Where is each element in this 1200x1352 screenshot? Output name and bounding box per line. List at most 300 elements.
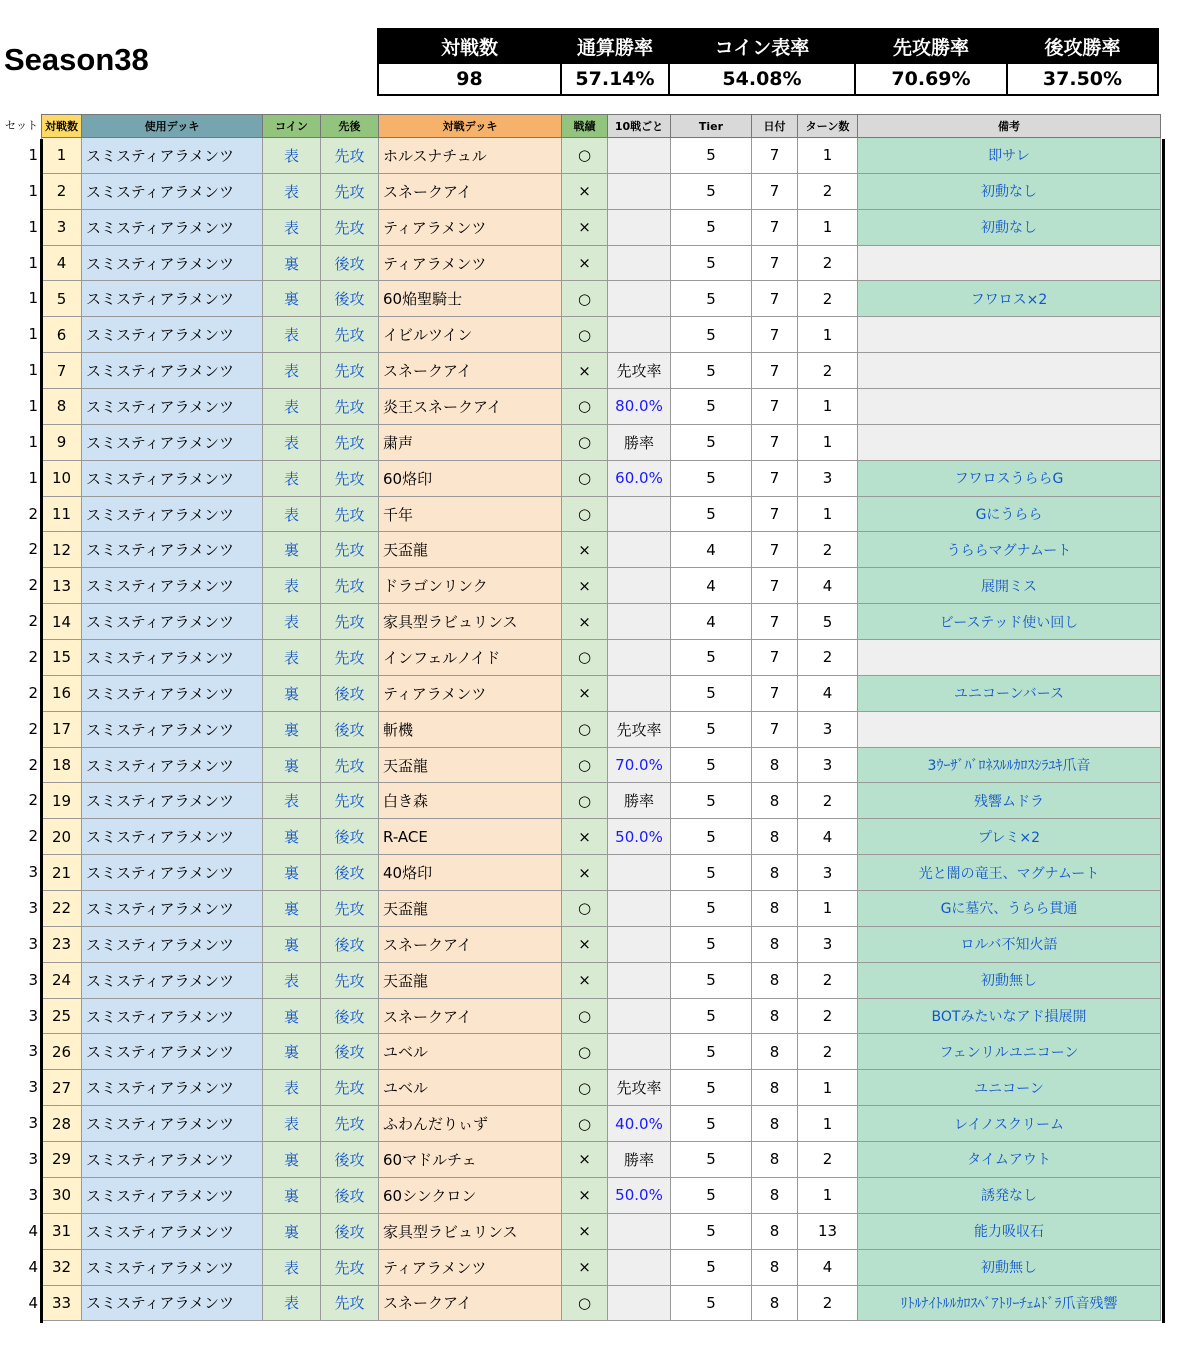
cell-coin[interactable]: 表: [263, 1285, 321, 1321]
cell-per-ten-stat[interactable]: [608, 926, 671, 962]
cell-opponent-deck[interactable]: スネークアイ: [379, 173, 562, 209]
cell-date[interactable]: 7: [752, 675, 798, 711]
cell-turns[interactable]: 3: [798, 926, 858, 962]
cell-result[interactable]: ×: [562, 1249, 608, 1285]
cell-coin[interactable]: 表: [263, 389, 321, 425]
cell-date[interactable]: 8: [752, 783, 798, 819]
cell-result[interactable]: ×: [562, 962, 608, 998]
cell-per-ten-stat[interactable]: [608, 604, 671, 640]
cell-used-deck[interactable]: スミスティアラメンツ: [82, 173, 263, 209]
cell-opponent-deck[interactable]: ティアラメンツ: [379, 1249, 562, 1285]
cell-notes[interactable]: フワロス×2: [858, 281, 1161, 317]
cell-turns[interactable]: 3: [798, 747, 858, 783]
cell-turns[interactable]: 1: [798, 317, 858, 353]
cell-coin[interactable]: 裏: [263, 1213, 321, 1249]
cell-used-deck[interactable]: スミスティアラメンツ: [82, 460, 263, 496]
cell-turns[interactable]: 5: [798, 604, 858, 640]
col-header-per-ten[interactable]: 10戦ごと: [608, 115, 671, 138]
cell-used-deck[interactable]: スミスティアラメンツ: [82, 353, 263, 389]
cell-date[interactable]: 7: [752, 604, 798, 640]
cell-coin[interactable]: 裏: [263, 711, 321, 747]
cell-tier[interactable]: 5: [671, 173, 752, 209]
cell-tier[interactable]: 5: [671, 424, 752, 460]
col-header-date[interactable]: 日付: [752, 115, 798, 138]
cell-turns[interactable]: 2: [798, 532, 858, 568]
cell-coin[interactable]: 表: [263, 209, 321, 245]
cell-turn-order[interactable]: 後攻: [321, 855, 379, 891]
cell-date[interactable]: 8: [752, 1034, 798, 1070]
cell-date[interactable]: 8: [752, 1070, 798, 1106]
cell-coin[interactable]: 裏: [263, 281, 321, 317]
cell-per-ten-stat[interactable]: [608, 138, 671, 174]
cell-turns[interactable]: 4: [798, 819, 858, 855]
cell-turn-order[interactable]: 先攻: [321, 173, 379, 209]
cell-result[interactable]: ○: [562, 281, 608, 317]
cell-match-number[interactable]: 26: [42, 1034, 82, 1070]
cell-turns[interactable]: 1: [798, 1106, 858, 1142]
cell-notes[interactable]: 初動なし: [858, 173, 1161, 209]
cell-opponent-deck[interactable]: 60マドルチェ: [379, 1142, 562, 1178]
cell-opponent-deck[interactable]: 60烙印: [379, 460, 562, 496]
cell-turn-order[interactable]: 後攻: [321, 998, 379, 1034]
cell-coin[interactable]: 表: [263, 424, 321, 460]
col-header-opponent-deck[interactable]: 対戦デッキ: [379, 115, 562, 138]
cell-turns[interactable]: 2: [798, 1034, 858, 1070]
col-header-notes[interactable]: 備考: [858, 115, 1161, 138]
cell-notes[interactable]: ユニコーン: [858, 1070, 1161, 1106]
cell-per-ten-stat[interactable]: [608, 855, 671, 891]
cell-opponent-deck[interactable]: 家具型ラビュリンス: [379, 604, 562, 640]
cell-tier[interactable]: 5: [671, 281, 752, 317]
cell-coin[interactable]: 裏: [263, 245, 321, 281]
cell-used-deck[interactable]: スミスティアラメンツ: [82, 209, 263, 245]
cell-match-number[interactable]: 33: [42, 1285, 82, 1321]
cell-turn-order[interactable]: 後攻: [321, 711, 379, 747]
cell-tier[interactable]: 5: [671, 1034, 752, 1070]
cell-result[interactable]: ○: [562, 640, 608, 676]
cell-turn-order[interactable]: 先攻: [321, 568, 379, 604]
cell-opponent-deck[interactable]: 斬機: [379, 711, 562, 747]
cell-match-number[interactable]: 10: [42, 460, 82, 496]
cell-match-number[interactable]: 21: [42, 855, 82, 891]
cell-per-ten-stat[interactable]: [608, 891, 671, 927]
cell-used-deck[interactable]: スミスティアラメンツ: [82, 245, 263, 281]
cell-tier[interactable]: 5: [671, 496, 752, 532]
cell-per-ten-stat[interactable]: [608, 568, 671, 604]
cell-coin[interactable]: 表: [263, 640, 321, 676]
cell-tier[interactable]: 5: [671, 1177, 752, 1213]
cell-turn-order[interactable]: 先攻: [321, 532, 379, 568]
cell-tier[interactable]: 5: [671, 1106, 752, 1142]
cell-turns[interactable]: 1: [798, 891, 858, 927]
cell-notes[interactable]: 3ｳｰｻﾞﾊﾞﾛﾈｽﾙﾙｶﾛｽｼﾗﾕｷ爪音: [858, 747, 1161, 783]
cell-notes[interactable]: ロルバ不知火語: [858, 926, 1161, 962]
cell-match-number[interactable]: 12: [42, 532, 82, 568]
cell-notes[interactable]: [858, 245, 1161, 281]
cell-result[interactable]: ○: [562, 317, 608, 353]
cell-date[interactable]: 7: [752, 173, 798, 209]
cell-turns[interactable]: 1: [798, 138, 858, 174]
cell-date[interactable]: 8: [752, 926, 798, 962]
cell-tier[interactable]: 5: [671, 675, 752, 711]
cell-opponent-deck[interactable]: 40烙印: [379, 855, 562, 891]
cell-per-ten-stat[interactable]: [608, 998, 671, 1034]
cell-match-number[interactable]: 32: [42, 1249, 82, 1285]
cell-opponent-deck[interactable]: R-ACE: [379, 819, 562, 855]
cell-result[interactable]: ○: [562, 389, 608, 425]
cell-coin[interactable]: 裏: [263, 998, 321, 1034]
summary-value-coinrate[interactable]: 54.08%: [669, 63, 855, 95]
cell-opponent-deck[interactable]: 千年: [379, 496, 562, 532]
summary-value-first-winrate[interactable]: 70.69%: [855, 63, 1007, 95]
cell-opponent-deck[interactable]: スネークアイ: [379, 353, 562, 389]
cell-notes[interactable]: レイノスクリーム: [858, 1106, 1161, 1142]
cell-notes[interactable]: 初動無し: [858, 1249, 1161, 1285]
cell-per-ten-stat[interactable]: 勝率: [608, 783, 671, 819]
cell-result[interactable]: ×: [562, 353, 608, 389]
cell-result[interactable]: ×: [562, 1142, 608, 1178]
cell-date[interactable]: 8: [752, 1213, 798, 1249]
cell-turns[interactable]: 4: [798, 568, 858, 604]
cell-match-number[interactable]: 27: [42, 1070, 82, 1106]
cell-notes[interactable]: うららマグナムート: [858, 532, 1161, 568]
cell-turn-order[interactable]: 先攻: [321, 962, 379, 998]
cell-used-deck[interactable]: スミスティアラメンツ: [82, 926, 263, 962]
cell-per-ten-stat[interactable]: 70.0%: [608, 747, 671, 783]
cell-turn-order[interactable]: 先攻: [321, 389, 379, 425]
cell-date[interactable]: 8: [752, 998, 798, 1034]
cell-tier[interactable]: 4: [671, 568, 752, 604]
cell-date[interactable]: 7: [752, 711, 798, 747]
cell-result[interactable]: ×: [562, 245, 608, 281]
cell-notes[interactable]: Gに墓穴、うらら貫通: [858, 891, 1161, 927]
cell-per-ten-stat[interactable]: [608, 245, 671, 281]
cell-tier[interactable]: 5: [671, 1070, 752, 1106]
cell-used-deck[interactable]: スミスティアラメンツ: [82, 1213, 263, 1249]
col-header-coin[interactable]: コイン: [263, 115, 321, 138]
cell-turn-order[interactable]: 先攻: [321, 138, 379, 174]
cell-turn-order[interactable]: 先攻: [321, 460, 379, 496]
cell-used-deck[interactable]: スミスティアラメンツ: [82, 496, 263, 532]
cell-match-number[interactable]: 14: [42, 604, 82, 640]
cell-date[interactable]: 8: [752, 962, 798, 998]
cell-turns[interactable]: 2: [798, 640, 858, 676]
cell-opponent-deck[interactable]: ユベル: [379, 1034, 562, 1070]
cell-tier[interactable]: 5: [671, 353, 752, 389]
cell-turns[interactable]: 3: [798, 460, 858, 496]
cell-used-deck[interactable]: スミスティアラメンツ: [82, 424, 263, 460]
cell-turns[interactable]: 1: [798, 209, 858, 245]
cell-date[interactable]: 8: [752, 1177, 798, 1213]
cell-per-ten-stat[interactable]: 40.0%: [608, 1106, 671, 1142]
cell-turn-order[interactable]: 先攻: [321, 1106, 379, 1142]
cell-notes[interactable]: [858, 424, 1161, 460]
cell-result[interactable]: ×: [562, 604, 608, 640]
cell-tier[interactable]: 5: [671, 138, 752, 174]
cell-per-ten-stat[interactable]: 50.0%: [608, 819, 671, 855]
cell-opponent-deck[interactable]: ふわんだりぃず: [379, 1106, 562, 1142]
cell-match-number[interactable]: 29: [42, 1142, 82, 1178]
cell-match-number[interactable]: 20: [42, 819, 82, 855]
cell-coin[interactable]: 表: [263, 317, 321, 353]
cell-coin[interactable]: 裏: [263, 819, 321, 855]
cell-turn-order[interactable]: 先攻: [321, 1285, 379, 1321]
cell-result[interactable]: ×: [562, 1177, 608, 1213]
cell-result[interactable]: ×: [562, 819, 608, 855]
cell-turn-order[interactable]: 後攻: [321, 1177, 379, 1213]
cell-match-number[interactable]: 6: [42, 317, 82, 353]
cell-result[interactable]: ×: [562, 855, 608, 891]
cell-coin[interactable]: 裏: [263, 747, 321, 783]
cell-result[interactable]: ○: [562, 998, 608, 1034]
cell-opponent-deck[interactable]: 60シンクロン: [379, 1177, 562, 1213]
cell-notes[interactable]: 初動無し: [858, 962, 1161, 998]
cell-date[interactable]: 7: [752, 281, 798, 317]
cell-used-deck[interactable]: スミスティアラメンツ: [82, 317, 263, 353]
cell-date[interactable]: 8: [752, 891, 798, 927]
col-header-turn-order[interactable]: 先後: [321, 115, 379, 138]
cell-notes[interactable]: 光と闇の竜王、マグナムート: [858, 855, 1161, 891]
cell-opponent-deck[interactable]: 天盃龍: [379, 532, 562, 568]
cell-notes[interactable]: 誘発なし: [858, 1177, 1161, 1213]
cell-notes[interactable]: [858, 389, 1161, 425]
cell-coin[interactable]: 表: [263, 173, 321, 209]
cell-match-number[interactable]: 28: [42, 1106, 82, 1142]
cell-used-deck[interactable]: スミスティアラメンツ: [82, 281, 263, 317]
cell-notes[interactable]: [858, 317, 1161, 353]
cell-match-number[interactable]: 5: [42, 281, 82, 317]
cell-tier[interactable]: 5: [671, 819, 752, 855]
cell-coin[interactable]: 裏: [263, 1177, 321, 1213]
cell-coin[interactable]: 裏: [263, 1034, 321, 1070]
cell-result[interactable]: ○: [562, 711, 608, 747]
cell-match-number[interactable]: 15: [42, 640, 82, 676]
cell-tier[interactable]: 5: [671, 926, 752, 962]
summary-value-second-winrate[interactable]: 37.50%: [1007, 63, 1158, 95]
cell-date[interactable]: 7: [752, 353, 798, 389]
cell-match-number[interactable]: 13: [42, 568, 82, 604]
cell-coin[interactable]: 表: [263, 1249, 321, 1285]
cell-opponent-deck[interactable]: 白き森: [379, 783, 562, 819]
cell-turn-order[interactable]: 先攻: [321, 317, 379, 353]
cell-date[interactable]: 7: [752, 568, 798, 604]
cell-tier[interactable]: 5: [671, 245, 752, 281]
summary-value-matches[interactable]: 98: [378, 63, 561, 95]
cell-used-deck[interactable]: スミスティアラメンツ: [82, 819, 263, 855]
cell-turns[interactable]: 2: [798, 173, 858, 209]
cell-tier[interactable]: 5: [671, 998, 752, 1034]
cell-date[interactable]: 7: [752, 424, 798, 460]
cell-notes[interactable]: ビーステッド使い回し: [858, 604, 1161, 640]
cell-result[interactable]: ○: [562, 1070, 608, 1106]
cell-result[interactable]: ×: [562, 1213, 608, 1249]
cell-result[interactable]: ○: [562, 747, 608, 783]
cell-turn-order[interactable]: 先攻: [321, 1249, 379, 1285]
cell-date[interactable]: 8: [752, 855, 798, 891]
cell-date[interactable]: 8: [752, 1142, 798, 1178]
cell-used-deck[interactable]: スミスティアラメンツ: [82, 1249, 263, 1285]
cell-turn-order[interactable]: 後攻: [321, 675, 379, 711]
cell-date[interactable]: 8: [752, 1249, 798, 1285]
cell-match-number[interactable]: 7: [42, 353, 82, 389]
cell-per-ten-stat[interactable]: [608, 1034, 671, 1070]
cell-tier[interactable]: 5: [671, 962, 752, 998]
cell-match-number[interactable]: 24: [42, 962, 82, 998]
cell-coin[interactable]: 表: [263, 962, 321, 998]
cell-turn-order[interactable]: 先攻: [321, 353, 379, 389]
cell-tier[interactable]: 5: [671, 783, 752, 819]
cell-opponent-deck[interactable]: ホルスナチュル: [379, 138, 562, 174]
cell-per-ten-stat[interactable]: [608, 532, 671, 568]
cell-turn-order[interactable]: 後攻: [321, 245, 379, 281]
cell-turn-order[interactable]: 先攻: [321, 640, 379, 676]
cell-result[interactable]: ○: [562, 1285, 608, 1321]
cell-turns[interactable]: 1: [798, 1070, 858, 1106]
cell-tier[interactable]: 5: [671, 209, 752, 245]
cell-tier[interactable]: 5: [671, 1213, 752, 1249]
cell-notes[interactable]: BOTみたいなアド損展開: [858, 998, 1161, 1034]
cell-used-deck[interactable]: スミスティアラメンツ: [82, 1070, 263, 1106]
cell-notes[interactable]: Gにうらら: [858, 496, 1161, 532]
cell-turns[interactable]: 4: [798, 1249, 858, 1285]
cell-notes[interactable]: [858, 640, 1161, 676]
cell-coin[interactable]: 表: [263, 1106, 321, 1142]
cell-per-ten-stat[interactable]: 先攻率: [608, 711, 671, 747]
cell-tier[interactable]: 5: [671, 460, 752, 496]
cell-used-deck[interactable]: スミスティアラメンツ: [82, 389, 263, 425]
cell-turns[interactable]: 2: [798, 962, 858, 998]
cell-turns[interactable]: 2: [798, 998, 858, 1034]
cell-coin[interactable]: 裏: [263, 1142, 321, 1178]
cell-coin[interactable]: 裏: [263, 855, 321, 891]
col-header-match-number[interactable]: 対戦数: [42, 115, 82, 138]
cell-used-deck[interactable]: スミスティアラメンツ: [82, 891, 263, 927]
cell-tier[interactable]: 5: [671, 1142, 752, 1178]
cell-turns[interactable]: 4: [798, 675, 858, 711]
cell-opponent-deck[interactable]: イビルツイン: [379, 317, 562, 353]
cell-date[interactable]: 8: [752, 747, 798, 783]
cell-opponent-deck[interactable]: スネークアイ: [379, 926, 562, 962]
cell-coin[interactable]: 裏: [263, 891, 321, 927]
cell-used-deck[interactable]: スミスティアラメンツ: [82, 1106, 263, 1142]
cell-per-ten-stat[interactable]: [608, 173, 671, 209]
cell-opponent-deck[interactable]: スネークアイ: [379, 1285, 562, 1321]
cell-result[interactable]: ○: [562, 424, 608, 460]
cell-match-number[interactable]: 17: [42, 711, 82, 747]
cell-coin[interactable]: 裏: [263, 532, 321, 568]
cell-per-ten-stat[interactable]: 勝率: [608, 1142, 671, 1178]
cell-turn-order[interactable]: 後攻: [321, 926, 379, 962]
cell-turns[interactable]: 13: [798, 1213, 858, 1249]
col-header-tier[interactable]: Tier: [671, 115, 752, 138]
cell-date[interactable]: 7: [752, 245, 798, 281]
cell-date[interactable]: 7: [752, 460, 798, 496]
cell-per-ten-stat[interactable]: [608, 496, 671, 532]
cell-per-ten-stat[interactable]: [608, 1213, 671, 1249]
cell-per-ten-stat[interactable]: 先攻率: [608, 353, 671, 389]
cell-per-ten-stat[interactable]: 50.0%: [608, 1177, 671, 1213]
cell-used-deck[interactable]: スミスティアラメンツ: [82, 675, 263, 711]
cell-turns[interactable]: 2: [798, 245, 858, 281]
cell-used-deck[interactable]: スミスティアラメンツ: [82, 998, 263, 1034]
cell-per-ten-stat[interactable]: [608, 1285, 671, 1321]
cell-used-deck[interactable]: スミスティアラメンツ: [82, 640, 263, 676]
cell-match-number[interactable]: 2: [42, 173, 82, 209]
cell-coin[interactable]: 表: [263, 604, 321, 640]
cell-opponent-deck[interactable]: ティアラメンツ: [379, 245, 562, 281]
cell-turn-order[interactable]: 後攻: [321, 1213, 379, 1249]
cell-match-number[interactable]: 23: [42, 926, 82, 962]
cell-tier[interactable]: 5: [671, 855, 752, 891]
cell-match-number[interactable]: 18: [42, 747, 82, 783]
cell-turns[interactable]: 3: [798, 711, 858, 747]
cell-per-ten-stat[interactable]: 勝率: [608, 424, 671, 460]
cell-notes[interactable]: タイムアウト: [858, 1142, 1161, 1178]
cell-opponent-deck[interactable]: スネークアイ: [379, 998, 562, 1034]
cell-opponent-deck[interactable]: インフェルノイド: [379, 640, 562, 676]
cell-opponent-deck[interactable]: 炎王スネークアイ: [379, 389, 562, 425]
cell-date[interactable]: 7: [752, 640, 798, 676]
cell-notes[interactable]: [858, 353, 1161, 389]
cell-turn-order[interactable]: 後攻: [321, 819, 379, 855]
cell-result[interactable]: ○: [562, 891, 608, 927]
cell-tier[interactable]: 5: [671, 389, 752, 425]
cell-used-deck[interactable]: スミスティアラメンツ: [82, 711, 263, 747]
cell-used-deck[interactable]: スミスティアラメンツ: [82, 532, 263, 568]
col-header-turns[interactable]: ターン数: [798, 115, 858, 138]
cell-result[interactable]: ○: [562, 138, 608, 174]
cell-per-ten-stat[interactable]: 先攻率: [608, 1070, 671, 1106]
cell-per-ten-stat[interactable]: [608, 317, 671, 353]
cell-result[interactable]: ○: [562, 496, 608, 532]
cell-notes[interactable]: 即サレ: [858, 138, 1161, 174]
cell-used-deck[interactable]: スミスティアラメンツ: [82, 604, 263, 640]
cell-date[interactable]: 7: [752, 317, 798, 353]
cell-match-number[interactable]: 31: [42, 1213, 82, 1249]
cell-used-deck[interactable]: スミスティアラメンツ: [82, 1177, 263, 1213]
cell-date[interactable]: 8: [752, 1285, 798, 1321]
cell-date[interactable]: 7: [752, 389, 798, 425]
cell-tier[interactable]: 5: [671, 640, 752, 676]
cell-tier[interactable]: 5: [671, 747, 752, 783]
cell-tier[interactable]: 5: [671, 1249, 752, 1285]
cell-notes[interactable]: プレミ×2: [858, 819, 1161, 855]
cell-turn-order[interactable]: 先攻: [321, 783, 379, 819]
cell-result[interactable]: ×: [562, 532, 608, 568]
cell-coin[interactable]: 裏: [263, 675, 321, 711]
cell-notes[interactable]: 残響ムドラ: [858, 783, 1161, 819]
cell-match-number[interactable]: 3: [42, 209, 82, 245]
cell-result[interactable]: ×: [562, 209, 608, 245]
cell-match-number[interactable]: 19: [42, 783, 82, 819]
cell-date[interactable]: 7: [752, 532, 798, 568]
cell-opponent-deck[interactable]: 粛声: [379, 424, 562, 460]
cell-turns[interactable]: 1: [798, 424, 858, 460]
cell-tier[interactable]: 4: [671, 604, 752, 640]
cell-result[interactable]: ×: [562, 675, 608, 711]
cell-turn-order[interactable]: 先攻: [321, 496, 379, 532]
cell-turn-order[interactable]: 先攻: [321, 747, 379, 783]
cell-notes[interactable]: フワロスうららG: [858, 460, 1161, 496]
cell-date[interactable]: 7: [752, 138, 798, 174]
cell-turn-order[interactable]: 先攻: [321, 424, 379, 460]
cell-coin[interactable]: 表: [263, 353, 321, 389]
cell-used-deck[interactable]: スミスティアラメンツ: [82, 138, 263, 174]
cell-match-number[interactable]: 9: [42, 424, 82, 460]
cell-turns[interactable]: 1: [798, 496, 858, 532]
cell-notes[interactable]: 展開ミス: [858, 568, 1161, 604]
cell-notes[interactable]: ユニコーンバース: [858, 675, 1161, 711]
